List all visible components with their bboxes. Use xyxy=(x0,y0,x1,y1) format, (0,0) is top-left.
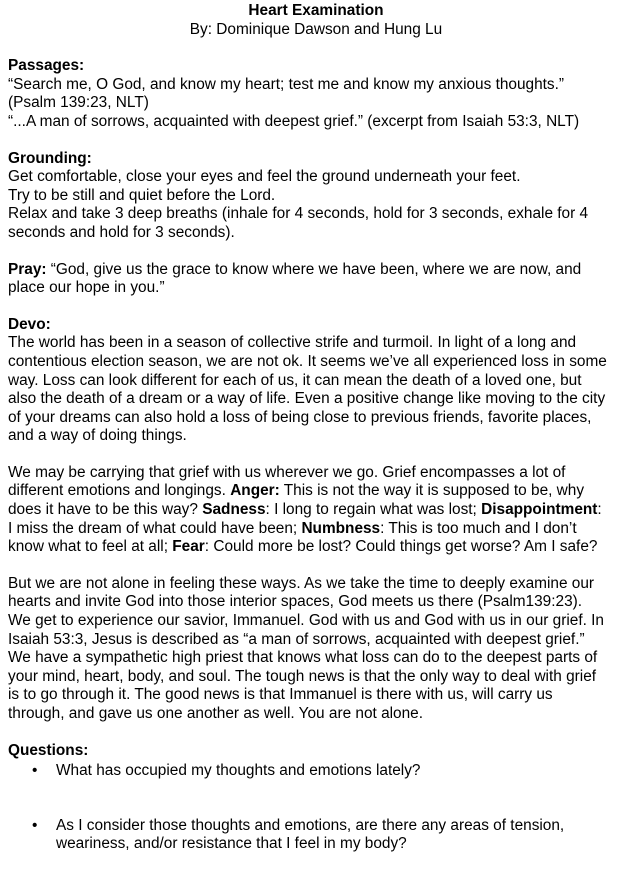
bullet-icon: • xyxy=(32,816,38,834)
devo-text: I miss the dream of what could have been; xyxy=(8,519,302,537)
devo-line: of your dreams can also hold a loss of being close to previous friends, favorite places, xyxy=(8,408,592,426)
question-item xyxy=(8,817,624,854)
grounding-line: Get comfortable, close your eyes and feel the ground underneath your feet. xyxy=(8,168,521,186)
grounding-line: Try to be still and quiet before the Lord. xyxy=(8,186,276,204)
prayer-line: place our hope in you.” xyxy=(8,279,165,297)
devo-heading: Devo: xyxy=(8,315,51,333)
questions-heading: Questions: xyxy=(8,741,89,759)
devo-line: contentious election season, we are not ok. It seems we’ve all experienced loss in some xyxy=(8,352,607,370)
passage-line: “...A man of sorrows, acquainted with deepest grief.” (excerpt from Isaiah 53:3, NLT) xyxy=(8,112,580,130)
question-text: As I consider those thoughts and emotions, are there any areas of tension, xyxy=(56,816,565,834)
devo-text: different emotions and longings. xyxy=(8,482,231,500)
devo-line: way. Loss can look different for each of us, it can mean the death of a loved one, but xyxy=(8,371,582,389)
devo-line xyxy=(8,520,624,539)
passage-line: “Search me, O God, and know my heart; test me and know my anxious thoughts.” xyxy=(8,75,565,93)
devo-line: hearts and invite God into those interior spaces, God meets us there (Psalm139:23). xyxy=(8,593,583,611)
devo-line: through, and gave us one another as well. You are not alone. xyxy=(8,705,424,722)
devo-line: and a way of doing things. xyxy=(8,427,187,445)
devo-line xyxy=(8,482,624,501)
devo-line xyxy=(8,538,624,557)
page-title: Heart Examination xyxy=(248,2,384,19)
devo-text: does it have to be this way? xyxy=(8,501,203,519)
passages-heading: Passages: xyxy=(8,57,85,75)
devo-text: : This is too much and I don’t xyxy=(380,519,577,537)
devo-line: your mind, heart, body, and soul. The tough news is that the only way to deal with grief xyxy=(8,667,597,685)
devo-paragraph-2 xyxy=(8,464,624,557)
question-text: What has occupied my thoughts and emotions lately? xyxy=(56,762,421,780)
devo-text: : Could more be lost? Could things get worse? Am I safe? xyxy=(204,538,598,556)
devo-line: We get to experience our savior, Immanuel. God with us and God with us in our grief. In xyxy=(8,612,604,630)
passage-line: (Psalm 139:23, NLT) xyxy=(8,94,149,112)
emotion-fear: Fear xyxy=(172,538,205,556)
devo-line: We may be carrying that grief with us wherever we go. Grief encompasses a lot of xyxy=(8,463,566,481)
devo-text: : I long to regain what was lost; xyxy=(265,501,482,519)
emotion-anger: Anger: xyxy=(230,482,280,500)
devo-line xyxy=(8,501,624,520)
devo-line: We have a sympathetic high priest that knows what loss can do to the deepest parts of xyxy=(8,649,598,667)
emotion-numbness: Numbness xyxy=(301,519,381,537)
pray-label: Pray: xyxy=(8,260,47,278)
bullet-icon: • xyxy=(32,762,38,780)
byline: By: Dominique Dawson and Hung Lu xyxy=(189,20,443,38)
grounding-heading: Grounding: xyxy=(8,149,92,167)
question-text: weariness, and/or resistance that I feel in my body? xyxy=(56,835,407,853)
prayer-text: “God, give us the grace to know where we have been, where we are now, and xyxy=(46,260,582,278)
devo-paragraph-3 xyxy=(8,575,624,724)
prayer xyxy=(8,261,624,280)
devo-line: Isaiah 53:3, Jesus is described as “a man of sorrows, acquainted with deepest grief.” xyxy=(8,630,585,648)
emotion-sadness: Sadness xyxy=(202,501,266,519)
devo-text: know what to feel at all; xyxy=(8,538,173,556)
devo-text: : xyxy=(597,501,602,519)
grounding-line: seconds and hold for 3 seconds). xyxy=(8,223,235,241)
emotion-disappointment: Disappointment xyxy=(481,501,598,519)
devo-line: is to go through it. The good news is that Immanuel is there with us, will carry us xyxy=(8,686,553,704)
devo-line: also the death of a dream or a way of life. Even a positive change like moving to the city xyxy=(8,390,606,408)
devo-text: This is not the way it is supposed to be, why xyxy=(279,482,585,500)
grounding-line: Relax and take 3 deep breaths (inhale for 4 seconds, hold for 3 seconds, exhale for 4 xyxy=(8,205,589,223)
devo-paragraph-1 xyxy=(8,334,624,446)
devo-line: The world has been in a season of collective strife and turmoil. In light of a long and xyxy=(8,334,577,352)
questions-list xyxy=(8,762,624,854)
devo-line: But we are not alone in feeling these ways. As we take the time to deeply examine our xyxy=(8,574,595,592)
question-item xyxy=(8,762,624,781)
